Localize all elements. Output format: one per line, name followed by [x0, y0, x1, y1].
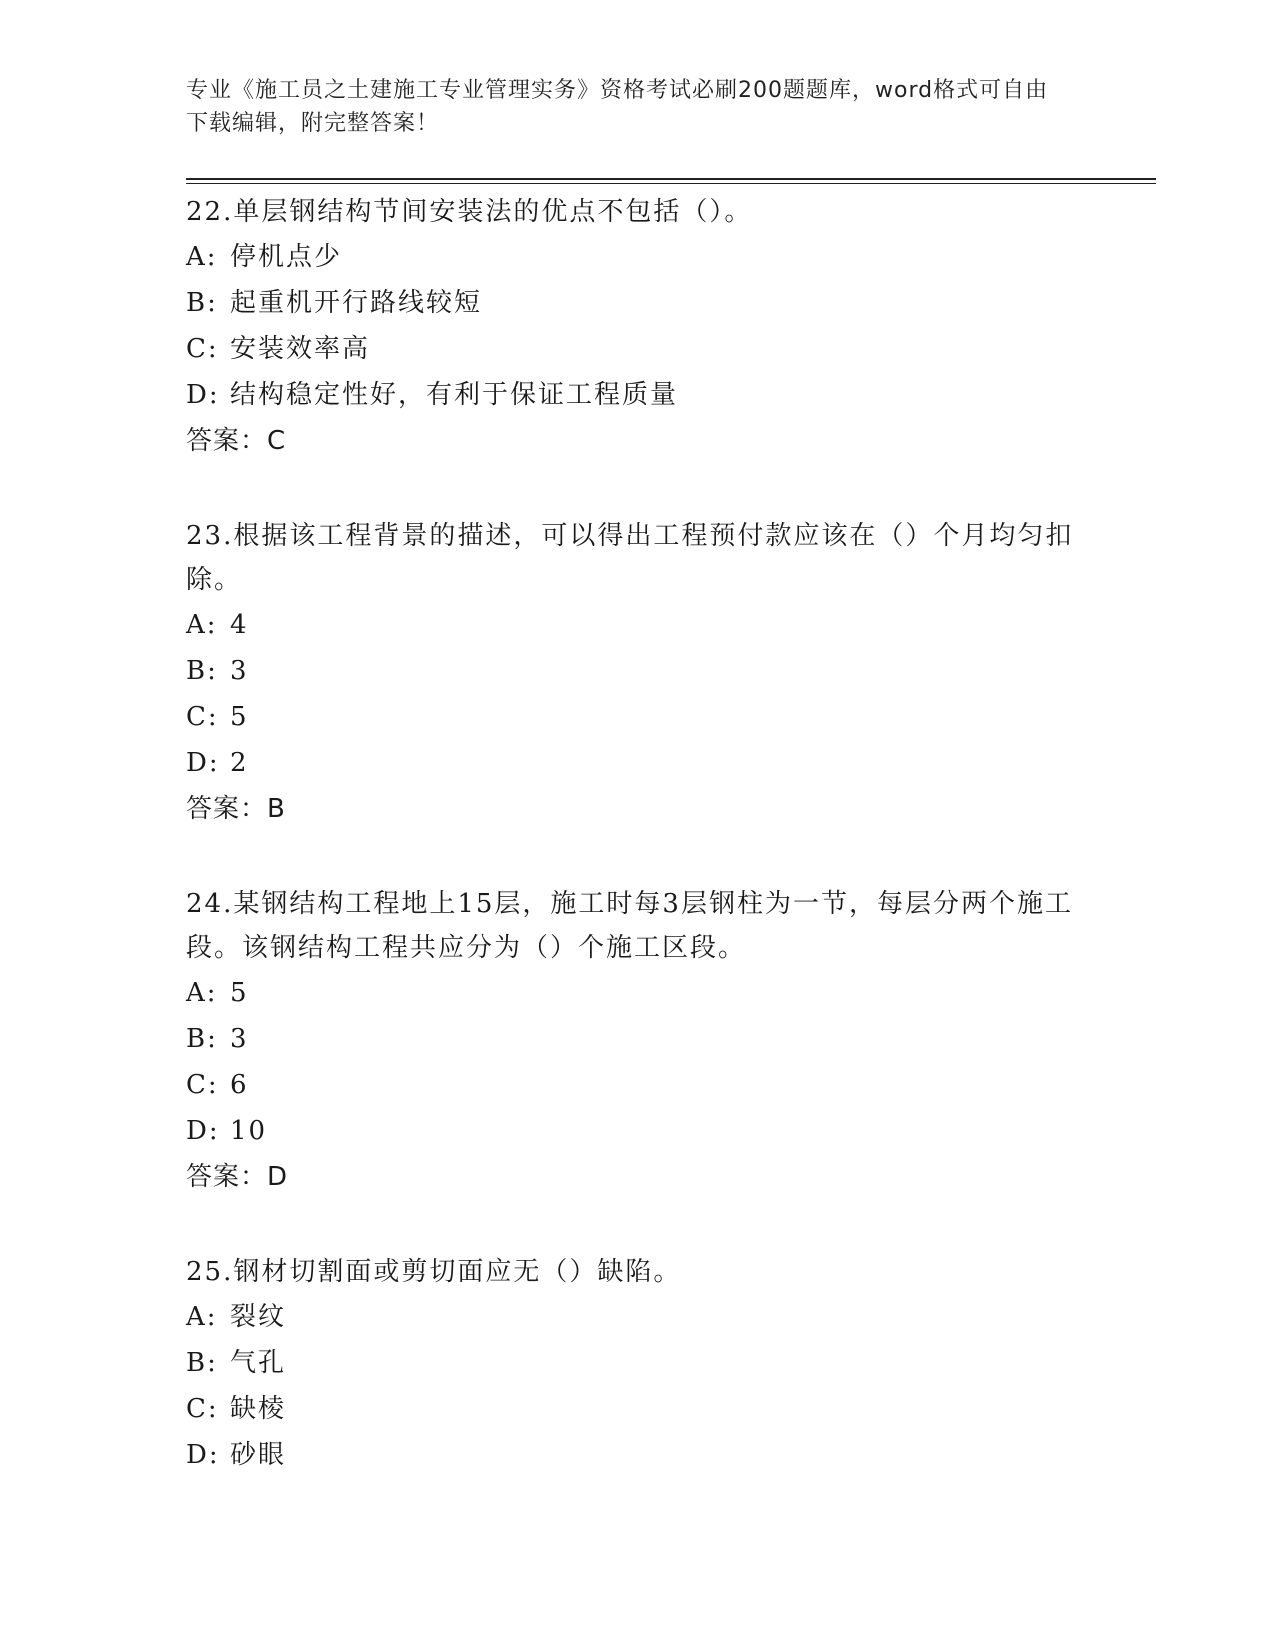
option-key: D: [186, 1116, 220, 1146]
option-text: 6 [230, 1070, 249, 1100]
question-23 [186, 514, 1086, 832]
option-text: 裂纹 [230, 1302, 287, 1332]
option-text: 5 [230, 978, 249, 1008]
option-c [186, 1062, 1086, 1108]
document-header: 专业《施工员之土建施工专业管理实务》资格考试必刷200题题库，word格式可自由下载编辑，附完整答案！ [186, 78, 1049, 136]
option-text: 砂眼 [230, 1440, 287, 1470]
option-text: 3 [230, 1024, 249, 1054]
option-key: D: [186, 1440, 220, 1470]
option-text: 10 [230, 1116, 268, 1146]
option-text: 安装效率高 [230, 334, 371, 364]
option-text: 结构稳定性好，有利于保证工程质量 [230, 380, 679, 410]
option-key: A: [186, 1302, 218, 1332]
option-b [186, 1016, 1086, 1062]
option-d [186, 740, 1086, 786]
option-text: 停机点少 [230, 242, 343, 272]
option-text: 缺棱 [230, 1394, 287, 1424]
option-b [186, 280, 1086, 326]
answer-line: 答案：C [186, 426, 287, 456]
option-d [186, 1108, 1086, 1154]
option-d [186, 1432, 1086, 1478]
option-key: A: [186, 610, 218, 640]
option-text: 3 [230, 656, 249, 686]
option-a [186, 234, 1086, 280]
question-text: 23.根据该工程背景的描述，可以得出工程预付款应该在（）个月均匀扣除。 [186, 521, 1074, 595]
option-b [186, 1340, 1086, 1386]
option-key: C: [186, 334, 219, 364]
answer-line: 答案：B [186, 794, 286, 824]
option-key: A: [186, 242, 218, 272]
option-b [186, 648, 1086, 694]
option-text: 5 [230, 702, 249, 732]
option-text: 4 [230, 610, 249, 640]
header-rule-thick [186, 178, 1156, 180]
option-text: 2 [230, 748, 249, 778]
option-key: D: [186, 748, 220, 778]
option-c [186, 326, 1086, 372]
question-24 [186, 882, 1086, 1200]
option-key: A: [186, 978, 218, 1008]
option-key: C: [186, 1070, 219, 1100]
option-key: C: [186, 1394, 219, 1424]
option-key: D: [186, 380, 220, 410]
option-d [186, 372, 1086, 418]
question-22 [186, 190, 1086, 464]
option-a [186, 1294, 1086, 1340]
question-text: 22.单层钢结构节间安装法的优点不包括（）。 [186, 197, 753, 227]
option-key: B: [186, 656, 218, 686]
option-a [186, 970, 1086, 1016]
option-key: B: [186, 1024, 218, 1054]
option-key: B: [186, 1348, 218, 1378]
option-key: B: [186, 288, 218, 318]
option-a [186, 602, 1086, 648]
answer-line: 答案：D [186, 1162, 289, 1192]
question-list [186, 188, 1086, 1478]
option-c [186, 694, 1086, 740]
spacer [186, 832, 1086, 880]
question-text: 25.钢材切割面或剪切面应无（）缺陷。 [186, 1257, 682, 1287]
option-text: 起重机开行路线较短 [230, 288, 483, 318]
question-25 [186, 1250, 1086, 1478]
header-rule-thin [186, 183, 1156, 184]
spacer [186, 1200, 1086, 1248]
option-text: 气孔 [230, 1348, 287, 1378]
option-key: C: [186, 702, 219, 732]
option-c [186, 1386, 1086, 1432]
spacer [186, 464, 1086, 512]
question-text: 24.某钢结构工程地上15层，施工时每3层钢柱为一节，每层分两个施工段。该钢结构工程共应分为（）个施工区段。 [186, 889, 1073, 963]
